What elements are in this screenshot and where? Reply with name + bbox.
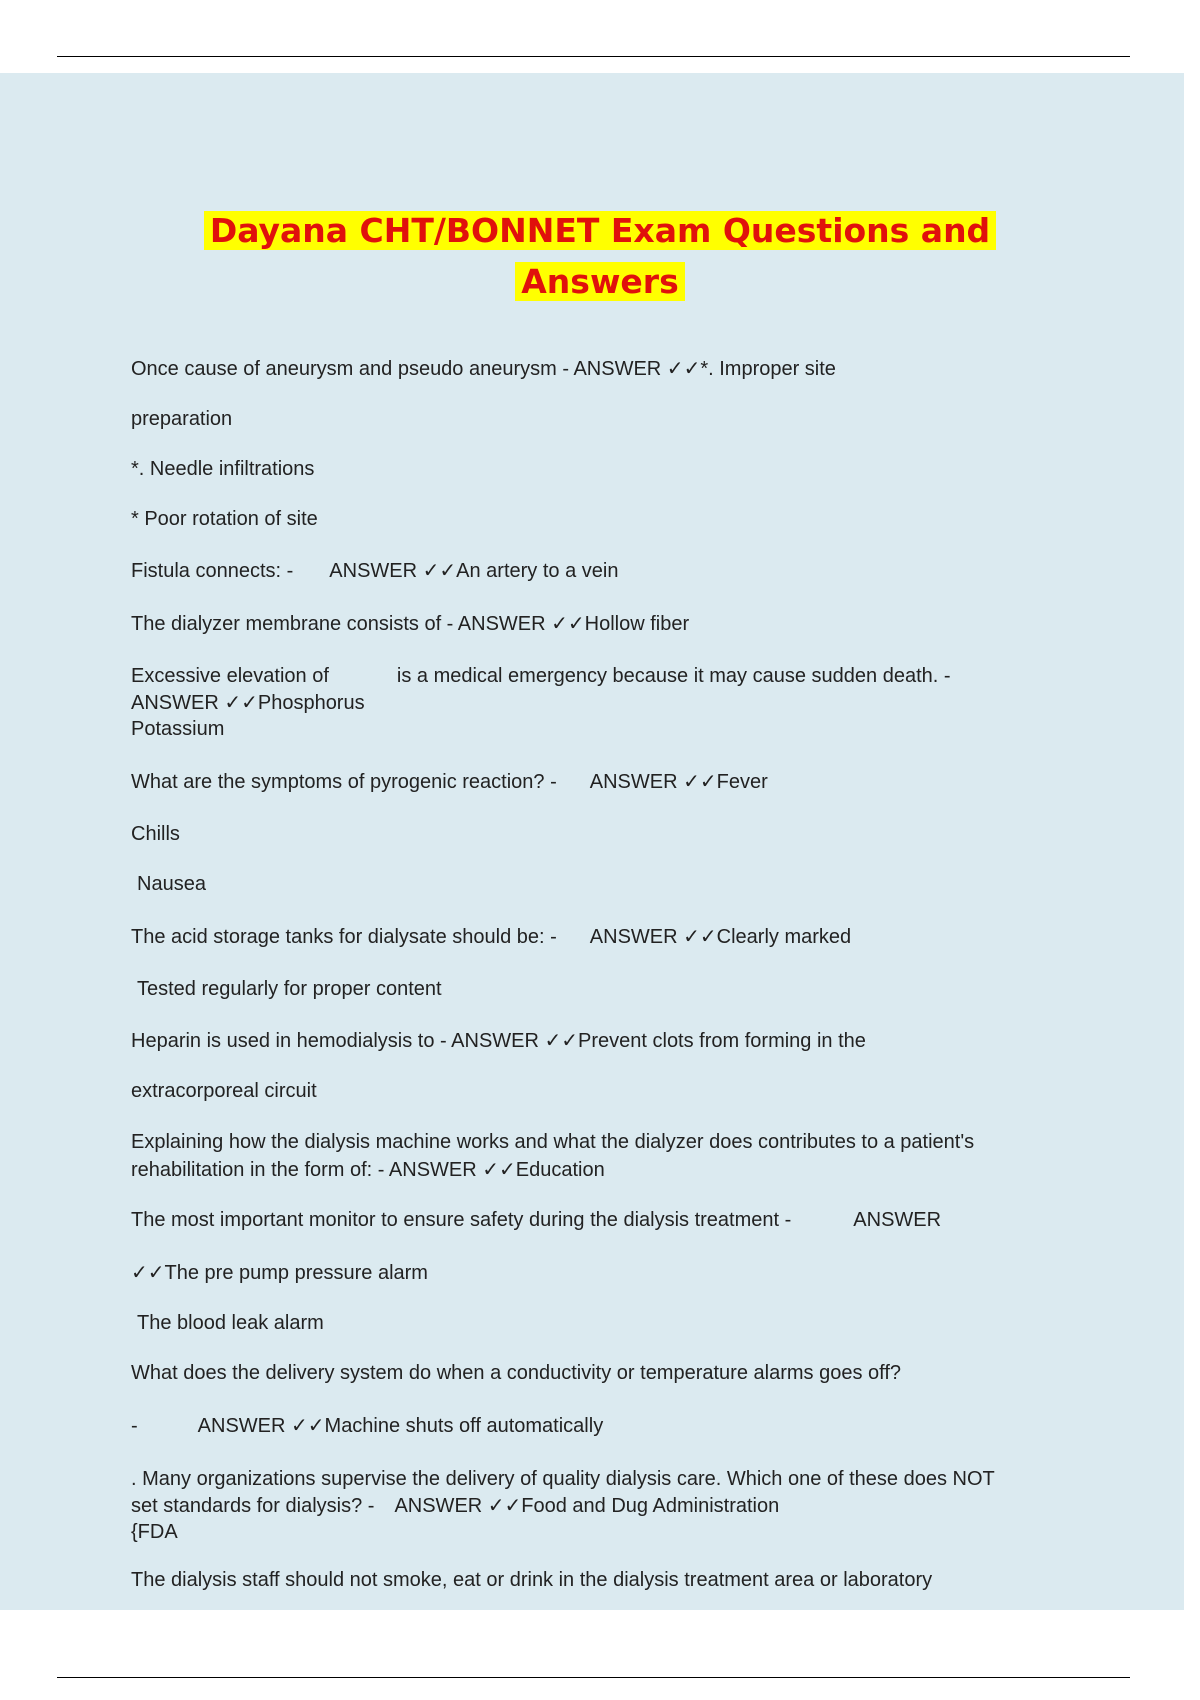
qa-line: Heparin is used in hemodialysis to - ANSWER ✓✓Prevent clots from forming in the [131, 1030, 866, 1052]
qa-line [131, 1207, 941, 1233]
qa-line: Chills [131, 823, 180, 845]
qa-line [131, 1493, 779, 1519]
title-line-2: Answers [515, 262, 684, 301]
qa-line: The dialysis staff should not smoke, eat or drink in the dialysis treatment area or laboratory [131, 1569, 933, 1591]
qa-line: ANSWER ✓✓Phosphorus [131, 692, 365, 714]
qa-line: Nausea [137, 873, 206, 895]
qa-line: Tested regularly for proper content [137, 978, 442, 1000]
question-text: - [131, 1415, 138, 1437]
qa-line: * Poor rotation of site [131, 508, 318, 530]
qa-line: extracorporeal circuit [131, 1080, 317, 1102]
qa-line [131, 558, 618, 584]
qa-line: . Many organizations supervise the delivery of quality dialysis care. Which one of these does NOT [131, 1468, 995, 1490]
top-rule [57, 56, 1130, 57]
answer-text: ANSWER ✓✓Food and Dug Administration [394, 1495, 780, 1517]
qa-line [131, 663, 951, 689]
qa-line: *. Needle infiltrations [131, 458, 315, 480]
question-text: Fistula connects: - [131, 560, 294, 582]
bottom-rule [57, 1677, 1130, 1678]
qa-line [131, 769, 768, 795]
question-text: is a medical emergency because it may cause sudden death. - [396, 665, 951, 687]
question-text: What are the symptoms of pyrogenic reaction? - [131, 771, 557, 793]
qa-line [131, 1413, 603, 1439]
qa-line: What does the delivery system do when a conductivity or temperature alarms goes off? [131, 1362, 902, 1384]
qa-line: {FDA [131, 1521, 178, 1543]
qa-line [131, 924, 851, 950]
qa-line: The blood leak alarm [137, 1312, 324, 1334]
question-text: The most important monitor to ensure safety during the dialysis treatment - [131, 1209, 792, 1231]
answer-text: ANSWER ✓✓Fever [589, 771, 768, 793]
answer-text: ANSWER ✓✓An artery to a vein [329, 560, 619, 582]
qa-line: Potassium [131, 718, 225, 740]
qa-line: ✓✓The pre pump pressure alarm [131, 1262, 428, 1284]
qa-line: Explaining how the dialysis machine works and what the dialyzer does contributes to a patient's [131, 1131, 975, 1153]
qa-line: rehabilitation in the form of: - ANSWER ✓✓Education [131, 1159, 605, 1181]
answer-text: ANSWER ✓✓Clearly marked [589, 926, 852, 948]
question-text: set standards for dialysis? - [131, 1495, 375, 1517]
answer-text: ANSWER ✓✓Machine shuts off automatically [197, 1415, 604, 1437]
qa-line: The dialyzer membrane consists of - ANSWER ✓✓Hollow fiber [131, 613, 690, 635]
answer-text: ANSWER [853, 1209, 942, 1231]
qa-line: Once cause of aneurysm and pseudo aneurysm - ANSWER ✓✓*. Improper site [131, 358, 836, 380]
qa-line: preparation [131, 408, 233, 430]
page-title [0, 205, 1200, 307]
title-line-1: Dayana CHT/BONNET Exam Questions and [204, 211, 996, 250]
question-text: The acid storage tanks for dialysate should be: - [131, 926, 557, 948]
question-text: Excessive elevation of [131, 665, 329, 687]
